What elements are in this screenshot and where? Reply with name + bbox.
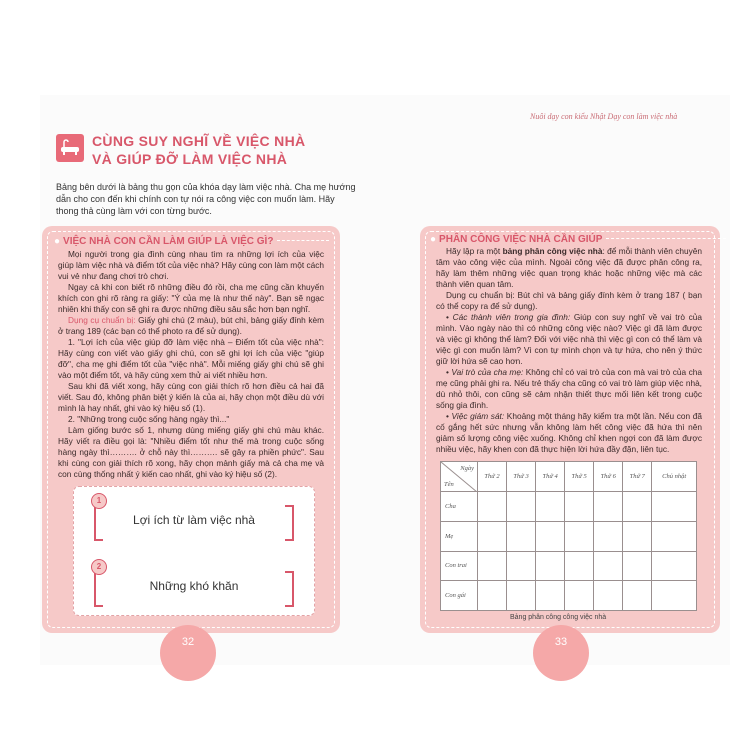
table-cell	[623, 492, 652, 522]
bathtub-icon	[56, 134, 84, 162]
table-cell	[507, 581, 536, 611]
table-cell	[536, 551, 565, 581]
page-number-left: 32	[160, 625, 216, 681]
table-cell	[652, 492, 697, 522]
table-cell	[565, 521, 594, 551]
table-cell	[652, 551, 697, 581]
table-cell	[507, 492, 536, 522]
table-cell	[478, 551, 507, 581]
intro-text: Bảng bên dưới là bảng thu gọn của khóa dạy làm việc nhà. Cha mẹ hướng dẫn cho con đến khi chính con tự nói ra công việc con muốn làm. Hãy thong thả cùng làm với con từng bước.	[56, 182, 356, 216]
table-row	[441, 581, 697, 611]
table-cell	[536, 492, 565, 522]
table-cell	[478, 521, 507, 551]
table-cell	[594, 492, 623, 522]
table-cell	[623, 551, 652, 581]
table-cell	[536, 521, 565, 551]
difficulty-label: Những khó khăn	[149, 579, 239, 593]
table-cell	[565, 581, 594, 611]
table-cell	[594, 521, 623, 551]
table-cell	[507, 551, 536, 581]
table-header-cell: Thứ 3	[507, 462, 536, 492]
table-cell	[652, 581, 697, 611]
number-badge: 2	[91, 559, 107, 575]
table-header-cell: Thứ 7	[623, 462, 652, 492]
table-row	[441, 521, 697, 551]
chapter-title: CÙNG SUY NGHĨ VỀ VIỆC NHÀ VÀ GIÚP ĐỠ LÀM VIỆC NHÀ	[92, 133, 306, 167]
table-cell	[565, 492, 594, 522]
notes-box	[73, 486, 315, 616]
table-header-cell: Thứ 5	[565, 462, 594, 492]
right-section-heading: ● PHÂN CÔNG VIỆC NHÀ CẦN GIÚP	[430, 234, 726, 245]
chore-schedule-table	[440, 461, 697, 611]
benefit-label: Lợi ích từ làm việc nhà	[133, 513, 255, 527]
table-header-cell: Thứ 4	[536, 462, 565, 492]
table-cell	[507, 521, 536, 551]
left-section-body: Mọi người trong gia đình cùng nhau tìm ra những lợi ích của việc giúp làm việc nhà và điểm tốt của việc nhà? Hãy cùng con làm một cách vui vẻ như đang chơi trò chơi. Ngay cả khi con biết rõ những điều đó rồi, cha mẹ cũng cần khuyến khích con ghi rõ ràng ra giấy: "Ý của mẹ là như thế này". Bạn sẽ ngạc nhiên khi thấy con sẽ ghi ra được những điều sâu sắc hơn bạn nghĩ. Dụng cụ chuẩn bị: Giấy ghi chú (2 màu), bút chì, bảng giấy đính kèm ở trang 189 (các bạn có thể photo ra để sử dụng). 1. "Lợi ích của việc giúp đỡ làm việc nhà – Điểm tốt của việc nhà": Hãy cùng con viết vào giấy ghi chú, con sẽ ghi lợi ích của việc "giúp đỡ", cha mẹ ghi điểm tốt của "việc nhà". Mỗi miếng giấy ghi chú sẽ ghi vào một điểm tốt, và hãy cùng xem thử ai viết nhiều hơn. Sau khi đã viết xong, hãy cùng con giải thích rõ hơn điều cả hai đã viết. Sau đó, không phân biệt ý kiến là của ai, hãy chọn một điều dù với mình là hay nhất, ghi vào ký hiệu số (1). 2. "Những trong cuộc sống hàng ngày thì..." Làm giống bước số 1, nhưng dùng miếng giấy ghi chú màu khác. Hãy viết ra điều gọi là: "Nhiều điểm tốt như thế mà trong cuộc sống hàng ngày thì………. ở chỗ này thì………. sẽ gây ra phiền phức". Sau khi cùng con giải thích rõ xong, hãy chọn mảnh giấy mà cả cha mẹ và con cùng thống nhất ý kiến cao nhất, ghi vào ký hiệu số (2).	[58, 249, 324, 479]
table-header-cell: Thứ 6	[594, 462, 623, 492]
row-label: Mẹ	[441, 521, 478, 551]
table-header-row	[441, 462, 697, 492]
table-cell	[478, 492, 507, 522]
left-section-heading: ● VIỆC NHÀ CON CẦN LÀM GIÚP LÀ VIỆC GÌ?	[54, 236, 329, 247]
table-cell	[478, 581, 507, 611]
table-cell	[623, 581, 652, 611]
row-label: Con gái	[441, 581, 478, 611]
right-section-body: Hãy lập ra một bảng phân công việc nhà: để mỗi thành viên chuyên tâm vào công việc của mình. Ngoài công việc đã được phân công ra, hãy làm thêm những việc quan trọng khác hoặc những việc mà các thành viên quan tâm. Dụng cụ chuẩn bị: Bút chì và bảng giấy đính kèm ở trang 187 ( bạn có thể copy ra để sử dụng). • Các thành viên trong gia đình: Giúp con suy nghĩ về vai trò của mình. Vào ngày nào thì có những công việc nào? Việc gì đã làm được và việc gì không thể làm? Đối với việc nhà thì việc gì con có thể làm và việc gì con muốn làm? Vì con tự mình chọn và tự hứa, cho nên ý thức giữ lời hứa sẽ cao hơn. • Vai trò của cha mẹ: Không chỉ có vai trò của con mà vai trò của cha mẹ cũng phải ghi ra. Nếu trẻ thấy cha cũng có vai trò làm giúp việc nhà, dù nhỏ thôi, con cũng sẽ cảm nhận thiết thực mối liên kết trong cuộc sống gia đình. • Việc giám sát: Khoảng một tháng hãy kiểm tra một lần. Nếu con đã cố gắng hết sức nhưng vẫn không làm hết công việc đã hứa thì nên giảm số lượng công việc xuống. Không chỉ khen ngợi con đã làm được nhiều việc, hãy khen con đã thực hiện lời hứa đầy đặn, liên tục.	[436, 246, 702, 454]
row-label: Con trai	[441, 551, 478, 581]
page-number-right: 33	[533, 625, 589, 681]
table-cell	[652, 521, 697, 551]
number-badge: 1	[91, 493, 107, 509]
table-caption: Bảng phân công công việc nhà	[510, 614, 607, 621]
benefit-item	[94, 496, 294, 537]
table-row	[441, 492, 697, 522]
table-cell	[536, 581, 565, 611]
table-cell	[565, 551, 594, 581]
table-header-cell: Chủ nhật	[652, 462, 697, 492]
table-cell	[594, 581, 623, 611]
row-label: Cha	[441, 492, 478, 522]
running-head: Nuôi dạy con kiểu Nhật Dạy con làm việc nhà	[530, 112, 678, 121]
table-header-cell: Thứ 2	[478, 462, 507, 492]
table-cell	[594, 551, 623, 581]
table-row	[441, 551, 697, 581]
table-cell	[623, 521, 652, 551]
table-corner: Ngày Tên	[441, 462, 478, 492]
difficulty-item	[94, 562, 294, 603]
